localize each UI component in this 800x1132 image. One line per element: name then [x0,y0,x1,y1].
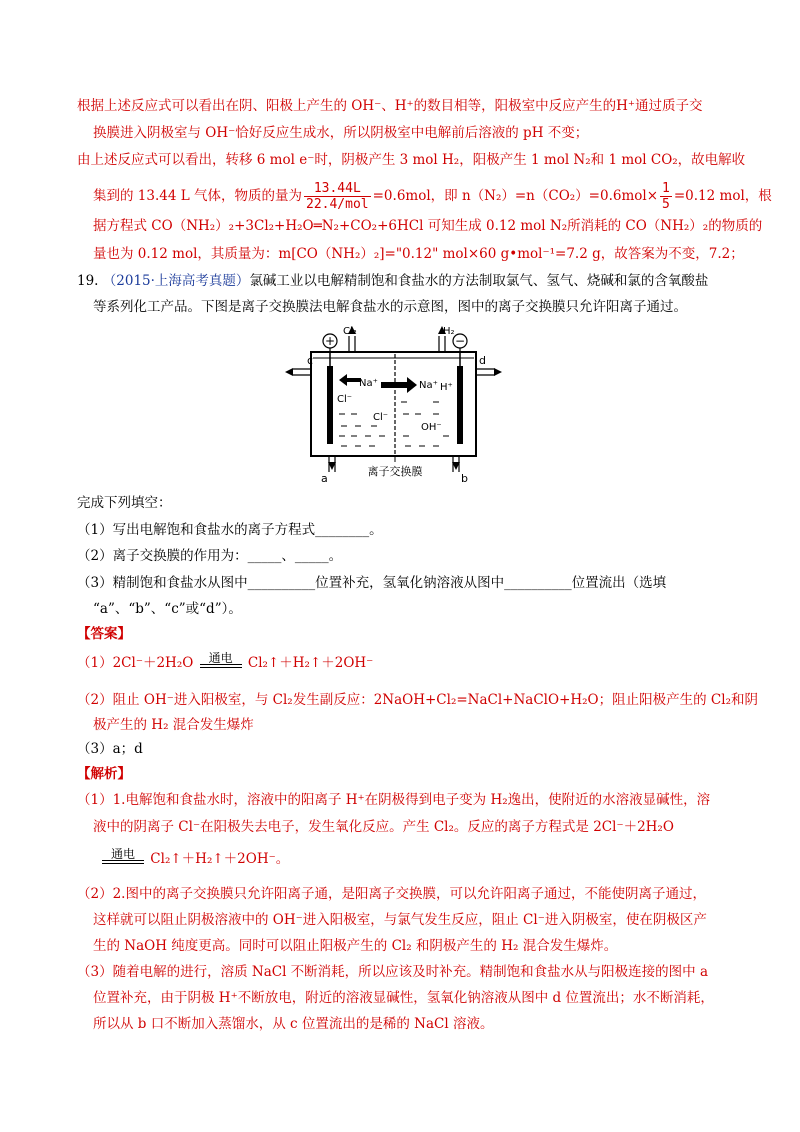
question-19-line-1 [77,271,708,291]
question-source: （2015·上海高考真题） [102,273,250,289]
ion-oh: OH⁻ [421,422,442,433]
outlet-c-arrow-icon [285,368,293,376]
analysis-header: 【解析】 [77,766,131,782]
analysis-2-line-3: 生的 NaOH 纯度更高。同时可以阻止阳极产生的 Cl₂ 和阴极产生的 H₂ 混合发生爆炸。 [93,938,618,954]
ion-na-left: Na⁺ [359,378,378,389]
question-part-2: （2）离子交换膜的作用为：_____、_____。 [77,548,343,564]
prev-solution-line-6: 量也为 0.12 mol，其质量为：m[CO（NH₂）₂]="0.12" mol×60 g•mol⁻¹=7.2 g，故答案为不变，7.2； [93,246,744,262]
ion-na-right: Na⁺ [419,380,438,391]
h2-label: H₂ [443,326,455,337]
answer-1-products: Cl₂↑＋H₂↑＋2OH⁻ [247,655,374,671]
fraction2-numerator: 1 [662,181,670,196]
prev-solution-line-5: 据方程式 CO（NH₂）₂+3Cl₂+H₂O═N₂+CO₂+6HCl 可知生成 0.12 mol N₂所消耗的 CO（NH₂）₂的物质的 [93,218,763,234]
answer-3: （3）a；d [77,741,143,757]
analysis-3-line-2: 位置补充，由于阴极 H⁺不断放电，附近的溶液显碱性，氢氧化钠溶液从图中 d 位置流出；水不断消耗， [93,990,714,1006]
analysis-2-line-1: （2）2.图中的离子交换膜只允许阳离子通，是阳离子交换膜，可以允许阳离子通过，不能使阴离子通过， [77,886,706,902]
question-19-line-2: 等系列化工产品。下图是离子交换膜法电解食盐水的示意图，图中的离子交换膜只允许阳离子通过。 [93,299,687,315]
electrolysis-condition [200,650,242,674]
question-part-1: （1）写出电解饱和食盐水的离子方程式________。 [77,522,383,538]
analysis-3-line-3: 所以从 b 口不断加入蒸馏水，从 c 位置流出的是稀的 NaCl 溶液。 [93,1016,494,1032]
answer-header: 【答案】 [77,626,131,642]
minus-sign: − [454,334,466,348]
analysis-1-line-1: （1）1.电解饱和食盐水时，溶液中的阳离子 H⁺在阴极得到电子变为 H₂逸出，使附近的水溶液显碱性，溶 [77,792,711,808]
label-c: c [307,354,314,367]
answer-2-line-1: （2）阻止 OH⁻进入阳极室，与 Cl₂发生副反应：2NaOH+Cl₂=NaCl+NaClO+H₂O；阻止阳极产生的 Cl₂和阴 [77,692,758,708]
prev-solution-line-2: 换膜进入阴极室与 OH⁻恰好反应生成水，所以阴极室中电解前后溶液的 pH 不变； [93,125,589,141]
electrolysis-condition-label: 通电 [208,650,233,665]
membrane-label: 离子交换膜 [367,465,423,478]
cathode-electrode [457,366,463,444]
fraction-numerator: 13.44L [304,181,371,197]
fraction-moles [304,181,371,212]
fraction-one-fifth [660,181,672,212]
question-part-3-line-2: “a”、“b”、“c”或“d”）。 [93,601,242,617]
answer-2-line-2: 极产生的 H₂ 混合发生爆炸 [93,717,254,733]
label-d: d [479,354,486,367]
prev-solution-line-4 [93,181,772,212]
ion-cl-left: Cl⁻ [337,394,353,405]
question-number: 19. [77,273,99,289]
prev-solution-line-3: 由上述反应式可以看出，转移 6 mol e⁻时，阴极产生 3 mol H₂，阳极产生 1 mol N₂和 1 mol CO₂，故电解收 [77,152,746,168]
analysis-2-line-2: 这样就可以阻止阴极溶液中的 OH⁻进入阳极室，与氯气发生反应，阻止 Cl⁻进入阴极室，使在阴极区产 [93,912,707,928]
fraction-denominator: 22.4/mol [306,197,369,212]
electrolysis-condition-2-label: 通电 [110,846,135,861]
electrolysis-cell-diagram [283,322,503,484]
analysis-1-products: Cl₂↑＋H₂↑＋2OH⁻。 [150,851,290,867]
prev-solution-line-4-b: =0.6mol，即 n（N₂）=n（CO₂）=0.6mol× [372,188,659,204]
ion-cl-mid: Cl⁻ [373,412,389,423]
anode-electrode [327,366,333,444]
cl2-label: Cl₂ [343,326,357,337]
answer-1-reactants: （1）2Cl⁻＋2H₂O [77,655,194,671]
question-part-3-line-1: （3）精制饱和食盐水从图中__________位置补充，氢氧化钠溶液从图中__________位置流出（选填 [77,575,667,591]
label-a: a [321,472,328,484]
plus-sign: + [324,334,336,348]
analysis-1-line-2: 液中的阴离子 Cl⁻在阳极失去电子，发生氧化反应。产生 Cl₂。反应的离子方程式是 2Cl⁻＋2H₂O [93,819,674,835]
question-text-1: 氯碱工业以电解精制饱和食盐水的方法制取氯气、氢气、烧碱和氯的含氧酸盐 [249,273,709,289]
analysis-1-line-3 [100,846,290,870]
electrolysis-condition-2 [102,846,144,870]
prev-solution-line-4-c: =0.12 mol，根 [673,188,772,204]
prev-solution-line-4-a: 集到的 13.44 L 气体，物质的量为 [93,188,302,204]
ion-h-right: H⁺ [440,382,453,393]
cell-outline [311,352,476,456]
cl-migrate-arrow-icon [339,374,361,386]
fill-prompt: 完成下列填空： [77,495,172,511]
analysis-3-line-1: （3）随着电解的进行，溶质 NaCl 不断消耗，所以应该及时补充。精制饱和食盐水从与阳极连接的图中 a [77,964,709,980]
answer-1 [77,650,374,674]
label-b: b [461,472,468,484]
na-migrate-arrow-icon [381,377,417,393]
outlet-d-arrow-icon [494,368,502,376]
prev-solution-line-1: 根据上述反应式可以看出在阴、阳极上产生的 OH⁻、H⁺的数目相等，阳极室中反应产生的H⁺通过质子交 [77,98,703,114]
fraction2-denominator: 5 [662,197,670,212]
